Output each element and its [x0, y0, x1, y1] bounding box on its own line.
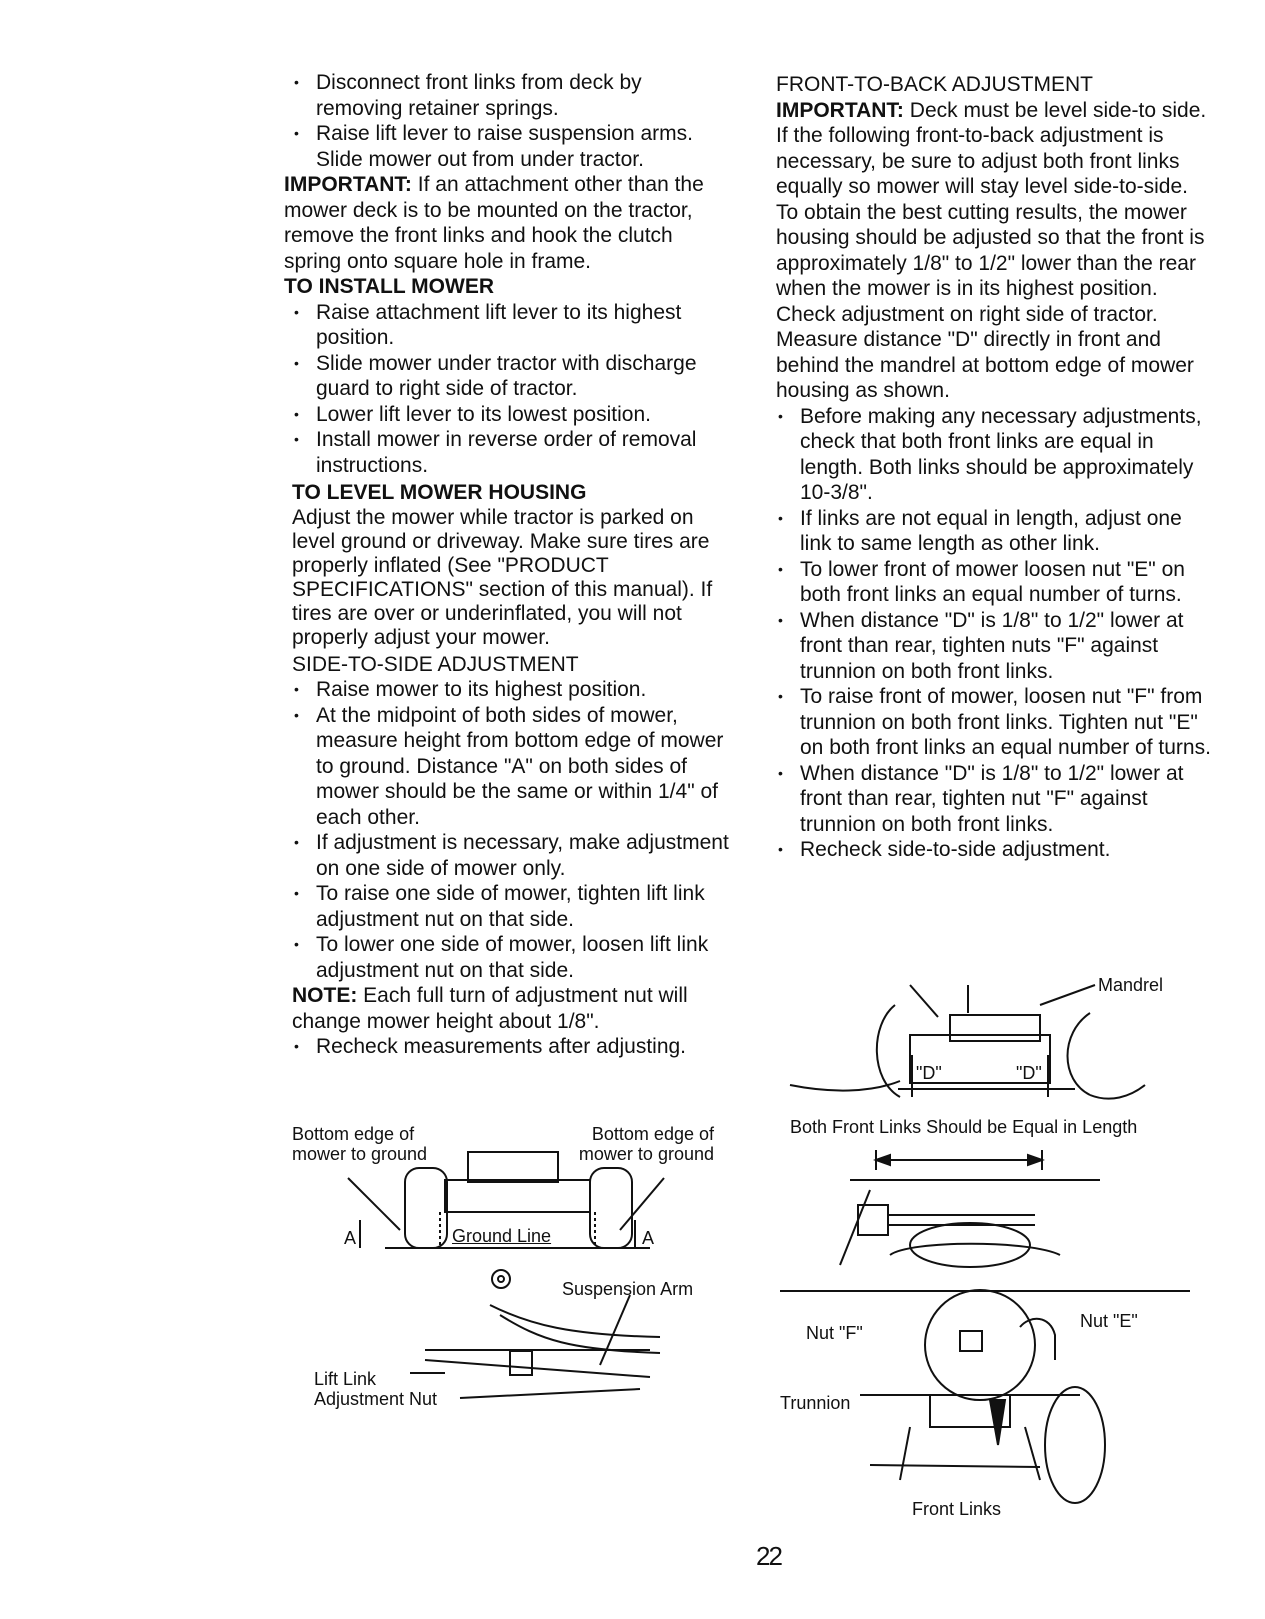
- ftb-para-1: To obtain the best cutting results, the mower housing should be adjusted so that the front is approximately 1/8" to 1/2" lower than the rear when the mower is in its highest position.: [776, 200, 1205, 300]
- page-number: 22: [756, 1541, 781, 1571]
- distance-a-right: A: [642, 1228, 655, 1248]
- suspension-arm-label: Suspension Arm: [562, 1279, 694, 1299]
- install-bullet-2: • Slide mower under tractor with discharge guard to right side of tractor.: [292, 351, 732, 402]
- side-bullet-3: • If adjustment is necessary, make adjustment on one side of mower only.: [292, 830, 732, 881]
- note-text: Each full turn of adjustment nut will change mower height about 1/8".: [292, 984, 688, 1033]
- install-bullet-3: • Lower lift lever to its lowest position.: [292, 402, 732, 428]
- mandrel-label: Mandrel: [1098, 975, 1164, 995]
- important-note: [284, 172, 732, 274]
- bullet-raise-lift: • Raise lift lever to raise suspension arms. Slide mower out from under tractor.: [292, 121, 732, 172]
- ftb-heading: FRONT-TO-BACK ADJUSTMENT: [776, 73, 1093, 96]
- distance-d-left: "D": [916, 1063, 942, 1083]
- bottom-edge-label-left: Bottom edge of mower to ground: [292, 1124, 428, 1164]
- note: [292, 983, 732, 1034]
- install-heading: TO INSTALL MOWER: [284, 275, 494, 298]
- important-label: IMPORTANT:: [284, 173, 412, 196]
- install-bullet-1: • Raise attachment lift lever to its highest position.: [292, 300, 732, 351]
- distance-a-left: A: [344, 1228, 357, 1248]
- mandrel-figure: [790, 975, 1210, 1115]
- ftb-bullet-3: • To lower front of mower loosen nut "E" on both front links an equal number of turns.: [776, 557, 1216, 608]
- ftb-bullet-2: • If links are not equal in length, adjust one link to same length as other link.: [776, 506, 1216, 557]
- trunnion-label: Trunnion: [780, 1393, 851, 1413]
- recheck-bullet: • Recheck measurements after adjusting.: [292, 1034, 732, 1060]
- lift-link-label: Lift Link Adjustment Nut: [314, 1369, 438, 1409]
- side-heading: SIDE-TO-SIDE ADJUSTMENT: [292, 652, 579, 676]
- ground-line-figure: [290, 1120, 730, 1260]
- ftb-important-text: Deck must be level side-to side. If the following front-to-back adjustment is necessary, be sure to adjust both front links equally so mower will stay level side-to-side.: [776, 98, 1207, 198]
- install-bullet-4: • Install mower in reverse order of removal instructions.: [292, 427, 732, 478]
- important-text: If an attachment other than the mower deck is to be mounted on the tractor, remove the front links and hook the clutch spring onto square hole in frame.: [284, 173, 704, 273]
- front-links-label: Front Links: [912, 1499, 1002, 1519]
- front-links-caption: Both Front Links Should be Equal in Length: [790, 1117, 1138, 1137]
- ftb-bullet-6: • When distance "D" is 1/8" to 1/2" lower at front than rear, tighten nut "F" against trunnion on both front links.: [776, 761, 1216, 838]
- front-links-drawing: [780, 1145, 1210, 1545]
- bullet-disconnect: • Disconnect front links from deck by removing retainer springs.: [292, 70, 732, 121]
- ftb-important-label: IMPORTANT:: [776, 98, 904, 122]
- note-label: NOTE:: [292, 984, 358, 1007]
- bottom-edge-label-right: Bottom edge of mower to ground: [578, 1124, 714, 1164]
- side-bullet-4: • To raise one side of mower, tighten lift link adjustment nut on that side.: [292, 881, 732, 932]
- nut-f-label: Nut "F": [806, 1323, 863, 1343]
- front-links-figure: [780, 1145, 1210, 1545]
- ftb-bullet-1: • Before making any necessary adjustments, check that both front links are equal in length. Both links should be approximately 10-3/8".: [776, 404, 1216, 506]
- distance-d-right: "D": [1016, 1063, 1042, 1083]
- level-text: Adjust the mower while tractor is parked on level ground or driveway. Make sure tires are properly inflated (See "PRODUCT SPECIFICATIONS" section of this manual). If tires are over or underinflated, you will not properly adjust your mower.: [292, 505, 713, 649]
- suspension-arm-figure: [310, 1265, 730, 1415]
- ftb-bullet-5: • To raise front of mower, loosen nut "F" from trunnion on both front links. Tighten nut "E" on both front links an equal number of turns.: [776, 684, 1216, 761]
- level-heading: TO LEVEL MOWER HOUSING: [292, 481, 587, 504]
- right-column: [776, 72, 1216, 863]
- ground-line-label: Ground Line: [452, 1226, 552, 1246]
- ftb-para-2: Check adjustment on right side of tractor. Measure distance "D" directly in front and behind the mandrel at bottom edge of mower housing as shown.: [776, 302, 1194, 402]
- left-column: [284, 70, 732, 1060]
- mandrel-drawing: [790, 985, 1210, 1115]
- ftb-important: [776, 98, 1216, 200]
- side-bullet-2: • At the midpoint of both sides of mower, measure height from bottom edge of mower to ground. Distance "A" on both sides of mower should be the same or within 1/4" of each other.: [292, 703, 732, 831]
- side-bullet-1: • Raise mower to its highest position.: [292, 677, 732, 703]
- side-bullet-5: • To lower one side of mower, loosen lift link adjustment nut on that side.: [292, 932, 732, 983]
- ftb-bullet-4: • When distance "D" is 1/8" to 1/2" lower at front than rear, tighten nuts "F" against trunnion on both front links.: [776, 608, 1216, 685]
- nut-e-label: Nut "E": [1080, 1311, 1138, 1331]
- ftb-bullet-7: • Recheck side-to-side adjustment.: [776, 837, 1216, 863]
